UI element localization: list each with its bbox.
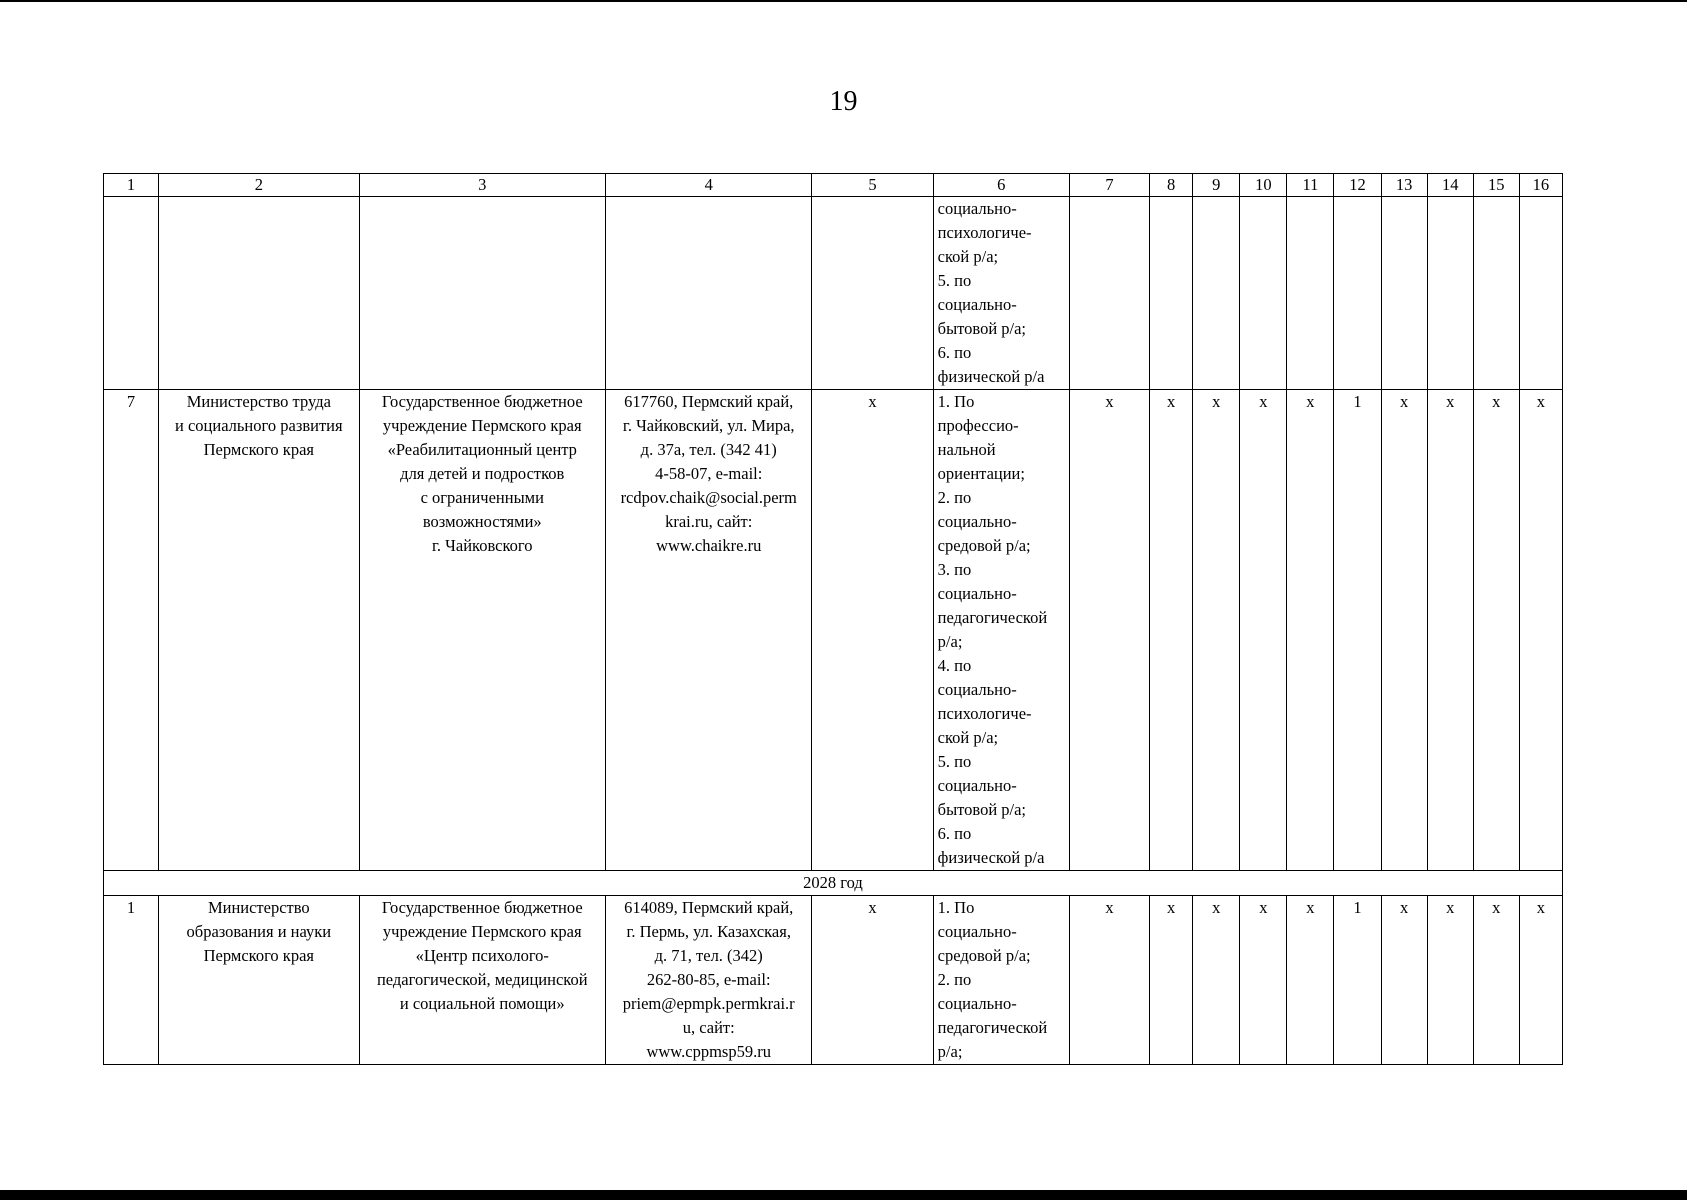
column-header: 5 — [812, 174, 933, 197]
cell-line: 5. по — [937, 271, 972, 290]
cell-line: Государственное бюджетное — [381, 392, 583, 411]
col8-cell: x — [1150, 896, 1193, 1065]
cell-line: и социального развития — [175, 416, 343, 435]
row-number: 1 — [104, 896, 159, 1065]
cell-line: г. Пермь, ул. Казахская, — [626, 922, 791, 941]
cell-line: 262-80-85, e-mail: — [646, 970, 771, 989]
scan-top-edge — [0, 0, 1687, 2]
col14-cell — [1427, 197, 1473, 390]
col16-cell: x — [1519, 896, 1562, 1065]
col10-cell: x — [1240, 390, 1287, 871]
col14-cell: x — [1427, 390, 1473, 871]
col11-cell — [1287, 197, 1334, 390]
column-header: 16 — [1519, 174, 1562, 197]
column-header: 12 — [1334, 174, 1381, 197]
address-cell — [606, 390, 812, 871]
col16-cell: x — [1519, 390, 1562, 871]
cell-line: rcdpov.chaik@social.perm — [620, 488, 797, 507]
cell-line: г. Чайковский, ул. Мира, — [622, 416, 795, 435]
cell-line: www.cppmsp59.ru — [646, 1042, 771, 1061]
cell-line: педагогической — [937, 1018, 1048, 1037]
col7-cell: x — [1069, 390, 1149, 871]
data-table — [103, 173, 1563, 1065]
cell-line: социально- — [937, 512, 1017, 531]
institution-cell — [359, 390, 606, 871]
cell-line: «Реабилитационный центр — [387, 440, 577, 459]
col11-cell: x — [1287, 896, 1334, 1065]
cell-line: р/а; — [937, 632, 963, 651]
cell-line: р/а; — [937, 1042, 963, 1061]
cell-line: «Центр психолого- — [415, 946, 549, 965]
rehab-types-cell — [933, 896, 1069, 1065]
cell-line: физической р/а — [937, 367, 1045, 386]
cell-line: социально- — [937, 776, 1017, 795]
cell-line: бытовой р/а; — [937, 319, 1027, 338]
column-header: 4 — [606, 174, 812, 197]
cell-line: д. 71, тел. (342) — [654, 946, 763, 965]
cell-line: 2. по — [937, 488, 972, 507]
cell-line: Министерство — [207, 898, 310, 917]
cell-line: учреждение Пермского края — [382, 416, 582, 435]
table-row — [104, 197, 1563, 390]
col7-cell — [1069, 197, 1149, 390]
col15-cell: x — [1473, 896, 1519, 1065]
column-header: 7 — [1069, 174, 1149, 197]
row-number — [104, 197, 159, 390]
column-header: 2 — [159, 174, 359, 197]
cell-line: образования и науки — [186, 922, 332, 941]
cell-line: Пермского края — [203, 946, 314, 965]
col10-cell: x — [1240, 896, 1287, 1065]
col8-cell: x — [1150, 390, 1193, 871]
column-header: 1 — [104, 174, 159, 197]
cell-line: бытовой р/а; — [937, 800, 1027, 819]
col8-cell — [1150, 197, 1193, 390]
col12-cell — [1334, 197, 1381, 390]
address-cell — [606, 197, 812, 390]
col5-cell — [812, 197, 933, 390]
column-header: 14 — [1427, 174, 1473, 197]
column-header: 9 — [1193, 174, 1240, 197]
scan-bottom-edge — [0, 1190, 1687, 1200]
cell-line: Министерство труда — [186, 392, 331, 411]
row-number: 7 — [104, 390, 159, 871]
cell-line: www.chaikre.ru — [656, 536, 762, 555]
cell-line: физической р/а — [937, 848, 1045, 867]
col13-cell: x — [1381, 390, 1427, 871]
cell-line: социально- — [937, 680, 1017, 699]
cell-line: 5. по — [937, 752, 972, 771]
institution-cell — [359, 197, 606, 390]
column-number-row — [104, 174, 1563, 197]
col15-cell: x — [1473, 390, 1519, 871]
cell-line: krai.ru, сайт: — [665, 512, 753, 531]
cell-line: priem@epmpk.permkrai.r — [622, 994, 795, 1013]
cell-line: социально- — [937, 994, 1017, 1013]
cell-line: педагогической — [937, 608, 1048, 627]
col5-cell: x — [812, 390, 933, 871]
cell-line: Государственное бюджетное — [381, 898, 583, 917]
col12-cell: 1 — [1334, 390, 1381, 871]
cell-line: для детей и подростков — [400, 464, 565, 483]
column-header: 11 — [1287, 174, 1334, 197]
ministry-cell — [159, 390, 359, 871]
page-number: 19 — [829, 86, 858, 117]
col7-cell: x — [1069, 896, 1149, 1065]
cell-line: 614089, Пермский край, — [624, 898, 794, 917]
col5-cell: x — [812, 896, 933, 1065]
institution-cell — [359, 896, 606, 1065]
cell-line: средовой р/а; — [937, 536, 1031, 555]
col12-cell: 1 — [1334, 896, 1381, 1065]
cell-line: социально- — [937, 295, 1017, 314]
address-cell — [606, 896, 812, 1065]
table-body — [104, 174, 1563, 1065]
cell-line: социально- — [937, 199, 1017, 218]
col13-cell: x — [1381, 896, 1427, 1065]
cell-line: социально- — [937, 584, 1017, 603]
cell-line: ской р/а; — [937, 728, 999, 747]
cell-line: г. Чайковского — [432, 536, 533, 555]
cell-line: 6. по — [937, 824, 972, 843]
cell-line: с ограниченными — [420, 488, 544, 507]
column-header: 8 — [1150, 174, 1193, 197]
column-header: 13 — [1381, 174, 1427, 197]
column-header: 6 — [933, 174, 1069, 197]
cell-line: социально- — [937, 922, 1017, 941]
cell-line: психологиче- — [937, 704, 1032, 723]
cell-line: ской р/а; — [937, 247, 999, 266]
cell-line: 1. По — [937, 898, 975, 917]
cell-line: возможностями» — [422, 512, 542, 531]
cell-line: д. 37а, тел. (342 41) — [640, 440, 777, 459]
col11-cell: x — [1287, 390, 1334, 871]
ministry-cell — [159, 896, 359, 1065]
rehab-types-cell — [933, 390, 1069, 871]
col15-cell — [1473, 197, 1519, 390]
cell-line: 1. По — [937, 392, 975, 411]
cell-line: 617760, Пермский край, — [624, 392, 794, 411]
cell-line: педагогической, медицинской — [376, 970, 588, 989]
cell-line: профессио- — [937, 416, 1019, 435]
cell-line: Пермского края — [203, 440, 314, 459]
col13-cell — [1381, 197, 1427, 390]
cell-line: психологиче- — [937, 223, 1032, 242]
col9-cell: x — [1193, 390, 1240, 871]
cell-line: учреждение Пермского края — [382, 922, 582, 941]
cell-line: ориентации; — [937, 464, 1025, 483]
cell-line: u, сайт: — [682, 1018, 735, 1037]
cell-line: 6. по — [937, 343, 972, 362]
ministry-cell — [159, 197, 359, 390]
col9-cell: x — [1193, 896, 1240, 1065]
cell-line: 2. по — [937, 970, 972, 989]
rehab-types-cell — [933, 197, 1069, 390]
col16-cell — [1519, 197, 1562, 390]
table-row — [104, 896, 1563, 1065]
col14-cell: x — [1427, 896, 1473, 1065]
column-header: 15 — [1473, 174, 1519, 197]
col10-cell — [1240, 197, 1287, 390]
year-label: 2028 год — [104, 871, 1563, 896]
col9-cell — [1193, 197, 1240, 390]
cell-line: средовой р/а; — [937, 946, 1031, 965]
cell-line: 3. по — [937, 560, 972, 579]
cell-line: 4. по — [937, 656, 972, 675]
cell-line: 4-58-07, e-mail: — [655, 464, 763, 483]
cell-line: и социальной помощи» — [399, 994, 565, 1013]
column-header: 3 — [359, 174, 606, 197]
column-header: 10 — [1240, 174, 1287, 197]
table-row — [104, 390, 1563, 871]
year-row — [104, 871, 1563, 896]
cell-line: нальной — [937, 440, 996, 459]
